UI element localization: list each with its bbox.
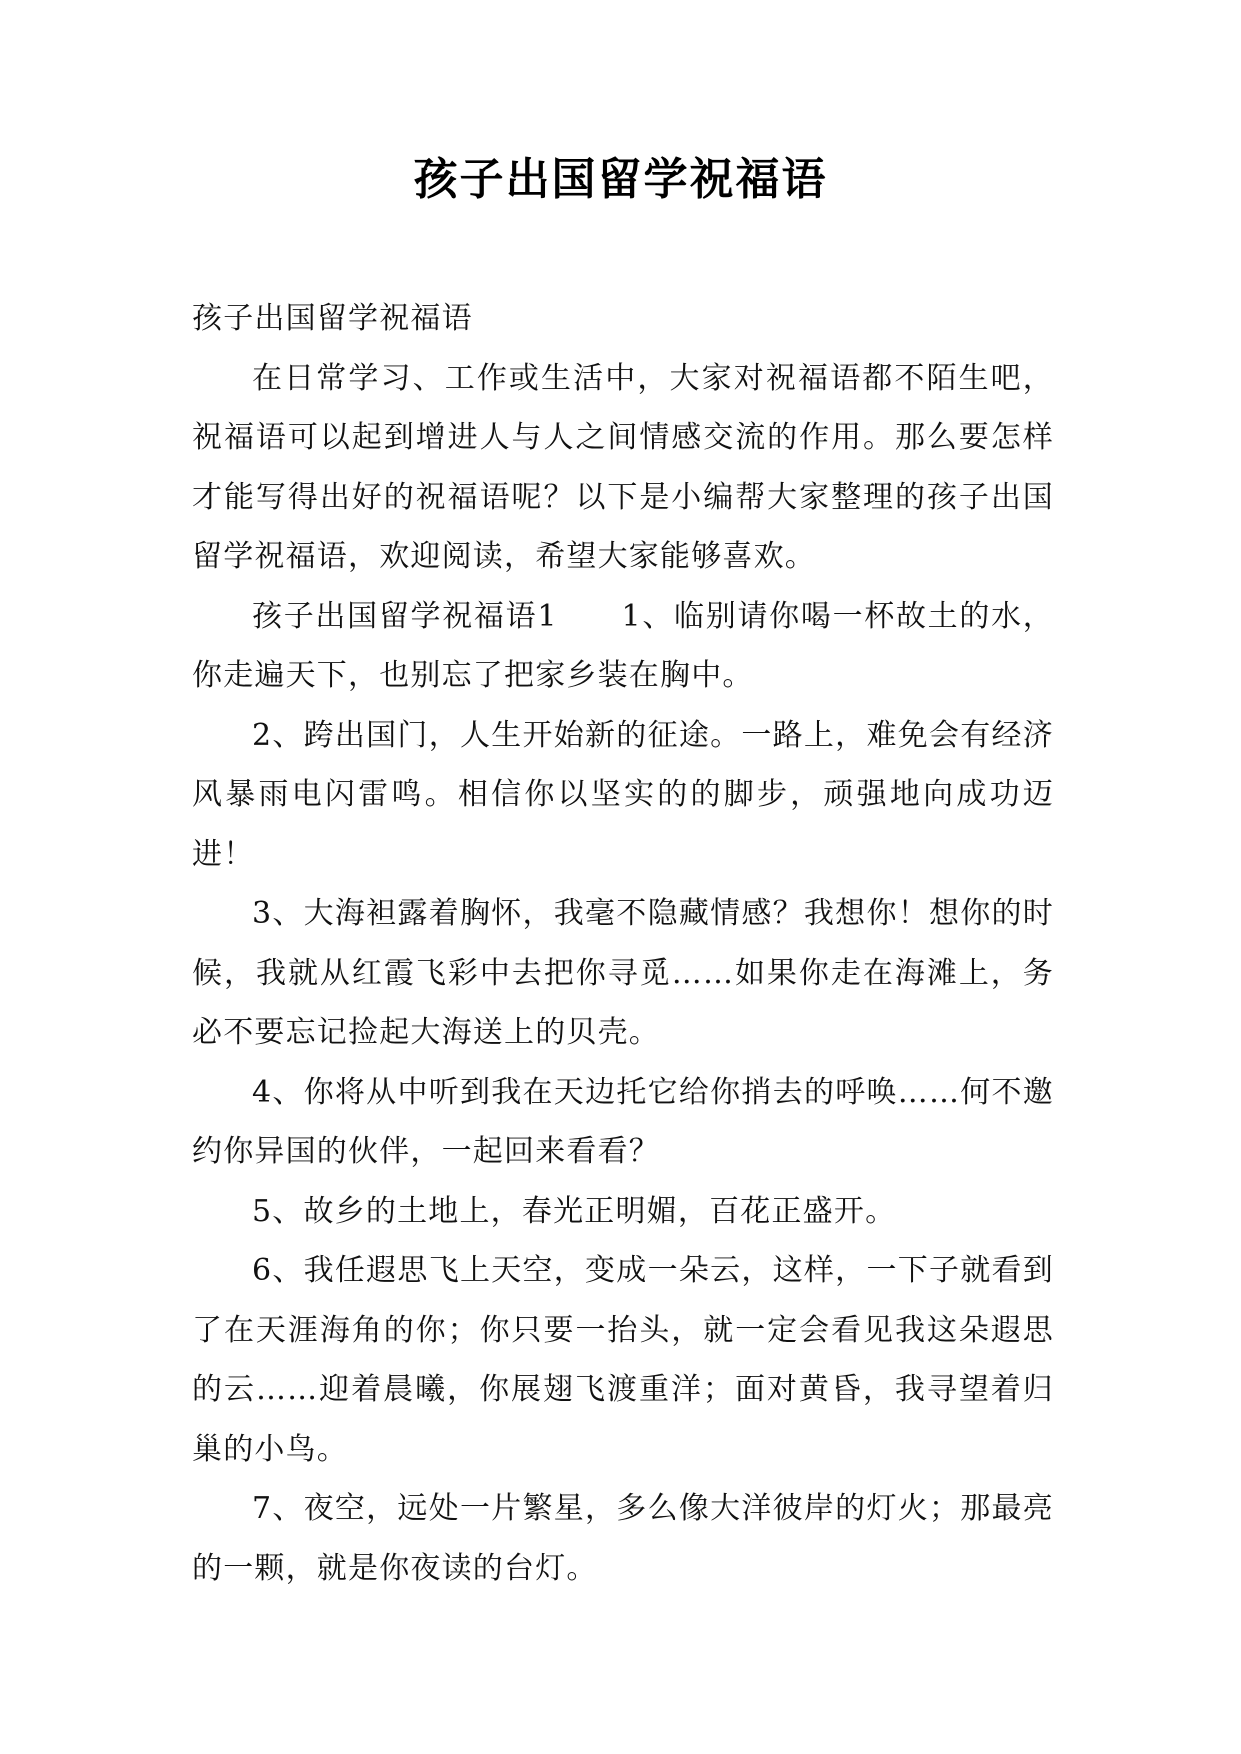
paragraph-wish-3: 3、大海袒露着胸怀，我毫不隐藏情感？我想你！想你的时候，我就从红霞飞彩中去把你寻觅……如果你走在海滩上，务必不要忘记捡起大海送上的贝壳。	[192, 896, 1054, 1050]
page-title: 孩子出国留学祝福语	[413, 154, 828, 205]
paragraph-wish-2: 2、跨出国门，人生开始新的征途。一路上，难免会有经济风暴雨电闪雷鸣。相信你以坚实的的脚步，顽强地向成功迈进！	[192, 717, 1054, 872]
paragraph-intro: 在日常学习、工作或生活中，大家对祝福语都不陌生吧，祝福语可以起到增进人与人之间情感交流的作用。那么要怎样才能写得出好的祝福语呢？以下是小编帮大家整理的孩子出国留学祝福语，欢迎阅读，希望大家能够喜欢。	[192, 360, 1054, 574]
paragraph-wish-4: 4、你将从中听到我在天边托它给你捎去的呼唤……何不邀约你异国的伙伴，一起回来看看？	[192, 1074, 1054, 1169]
paragraph-wish-1: 孩子出国留学祝福语1 1、临别请你喝一杯故土的水，你走遍天下，也别忘了把家乡装在胸中。	[192, 598, 1054, 693]
paragraph-wish-5: 5、故乡的土地上，春光正明媚，百花正盛开。	[252, 1193, 897, 1229]
document-body	[192, 289, 1054, 1598]
paragraph-wish-7: 7、夜空，远处一片繁星，多么像大洋彼岸的灯火；那最亮的一颗，就是你夜读的台灯。	[192, 1491, 1054, 1586]
paragraph-wish-6: 6、我任遐思飞上天空，变成一朵云，这样，一下子就看到了在天涯海角的你；你只要一抬头，就一定会看见我这朵遐思的云……迎着晨曦，你展翅飞渡重洋；面对黄昏，我寻望着归巢的小鸟。	[192, 1253, 1054, 1467]
document-subtitle: 孩子出国留学祝福语	[192, 301, 473, 336]
